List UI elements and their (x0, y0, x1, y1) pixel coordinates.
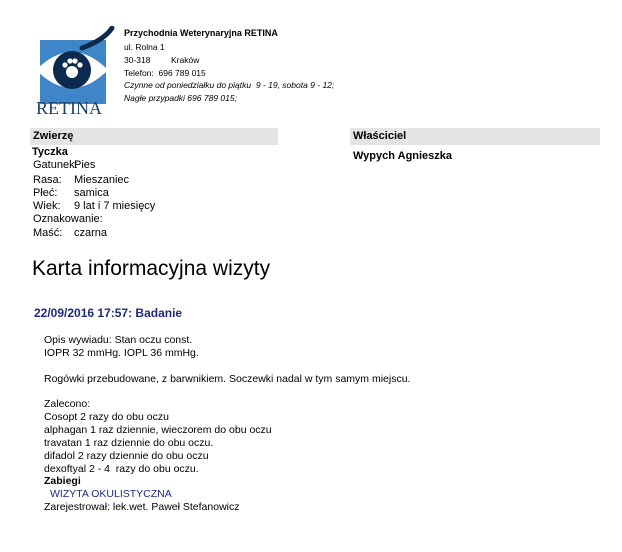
sex-value: samica (74, 187, 109, 199)
visit-line: Cosopt 2 razy do obu oczu (44, 411, 169, 423)
registered-by: Zarejestrował: lek.wet. Paweł Stefanowicz (44, 501, 240, 513)
visit-line: dexoftyal 2 - 4 razy do obu oczu. (44, 463, 199, 475)
age-value: 9 lat i 7 miesięcy (74, 200, 156, 212)
clinic-emergency: Nagłe przypadki 696 789 015; (124, 93, 237, 103)
procedure-item: WIZYTA OKULISTYCZNA (50, 488, 172, 500)
clinic-postal: 30-318 (124, 55, 151, 65)
breed-value: Mieszaniec (74, 174, 130, 186)
visit-header: 22/09/2016 17:57: Badanie (34, 306, 183, 320)
breed-label: Rasa: (33, 174, 62, 186)
visit-line: Opis wywiadu: Stan oczu const. (44, 334, 193, 346)
visit-line: travatan 1 raz dziennie do obu oczu. (44, 437, 214, 449)
visit-line: Rogówki przebudowane, z barwnikiem. Soczewki nadal w tym samym miejscu. (44, 373, 411, 385)
logo-text: RETINA (36, 98, 102, 118)
procedures-label: Zabiegi (44, 475, 81, 487)
owner-section-header (350, 128, 600, 145)
visit-line: difadol 2 razy dziennie do obu oczu (44, 450, 209, 462)
visit-line: IOPR 32 mmHg. IOPL 36 mmHg. (44, 347, 199, 359)
animal-section-header (30, 128, 278, 145)
sex-label: Płeć: (33, 187, 58, 199)
visit-line: alphagan 1 raz dziennie, wieczorem do obu oczu (44, 424, 272, 436)
owner-section-label: Właściciel (353, 130, 407, 142)
age-label: Wiek: (33, 200, 61, 212)
clinic-street: ul. Rolna 1 (124, 42, 165, 52)
clinic-phone: Telefon: 696 789 015 (124, 68, 206, 78)
species-value: Pies (74, 159, 96, 171)
color-value: czarna (74, 227, 108, 239)
page-title: Karta informacyjna wizyty (32, 257, 271, 280)
animal-name: Tyczka (32, 146, 68, 158)
color-label: Maść: (33, 227, 63, 239)
owner-name: Wypych Agnieszka (353, 150, 453, 162)
clinic-hours: Czynne od poniedziałku do piątku 9 - 19, sobota 9 - 12; (124, 80, 335, 90)
animal-section-label: Zwierzę (33, 130, 74, 142)
visit-line: Zalecono: (44, 398, 91, 410)
clinic-logo (34, 26, 118, 122)
clinic-city: Kraków (171, 55, 200, 65)
clinic-name: Przychodnia Weterynaryjna RETINA (124, 28, 278, 38)
marking-label: Oznakowanie: (33, 213, 103, 225)
species-label: Gatunek: (33, 159, 78, 171)
